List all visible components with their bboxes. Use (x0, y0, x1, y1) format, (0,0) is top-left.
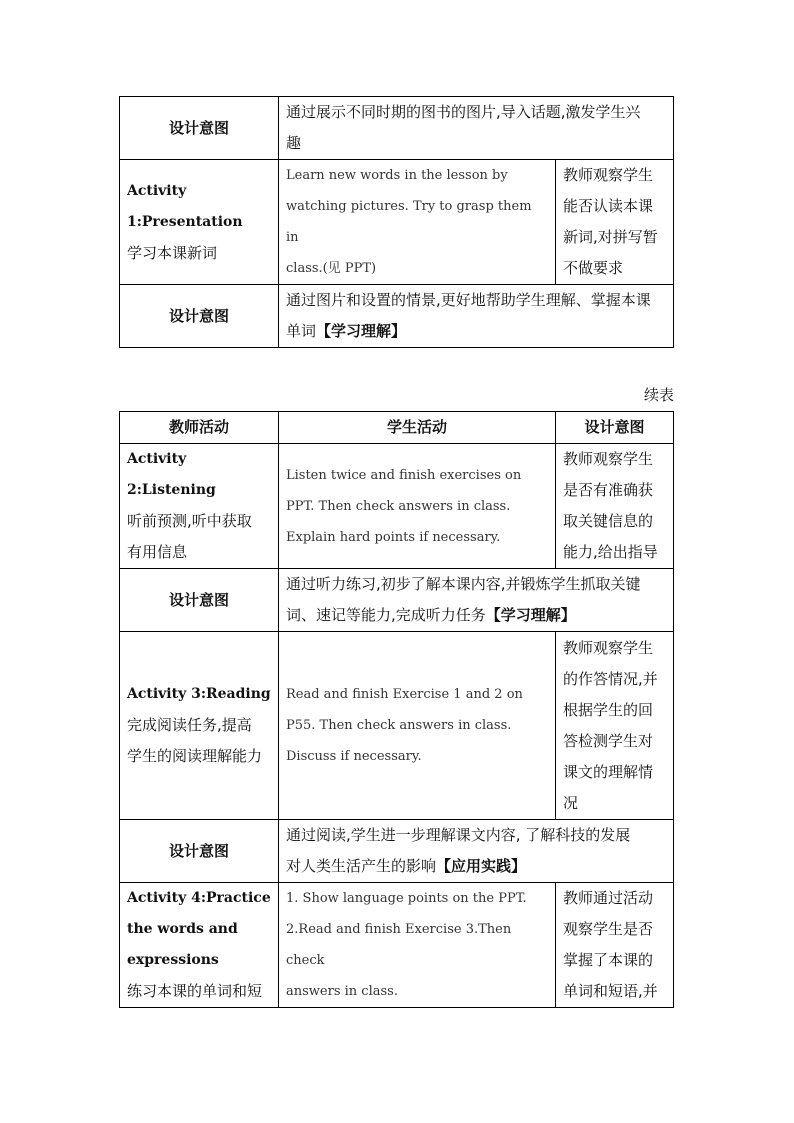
competency-tag: 【学习理解】 (485, 606, 576, 624)
activity-desc: 学习本课新词 (127, 243, 218, 262)
design-intent-text: 通过听力练习,初步了解本课内容,并锻炼学生抓取关键 词、速记等能力,完成听力任务【学习理解】 (279, 569, 674, 632)
design-intent-text: 通过阅读,学生进一步理解课文内容, 了解科技的发展 对人类生活产生的影响【应用实践】 (279, 820, 674, 883)
lesson-table-part1 (119, 96, 674, 348)
evaluation-cell: 教师通过活动 观察学生是否 掌握了本课的 单词和短语,并 (556, 883, 674, 1008)
activity-title: Activity 2:Listening (127, 451, 216, 498)
header-student-activity: 学生活动 (279, 412, 556, 444)
competency-tag: 【应用实践】 (436, 857, 527, 875)
design-intent-label: 设计意图 (120, 569, 279, 632)
student-activity-cell: 1. Show language points on the PPT. 2.Read and finish Exercise 3.Then check answers in class. (279, 883, 556, 1008)
design-intent-text: 通过图片和设置的情景,更好地帮助学生理解、掌握本课 单词【学习理解】 (279, 285, 674, 348)
design-intent-label: 设计意图 (120, 285, 279, 348)
lesson-table-part2 (119, 411, 674, 1008)
header-teacher-activity: 教师活动 (120, 412, 279, 444)
design-intent-text: 通过展示不同时期的图书的图片,导入话题,激发学生兴 趣 (279, 97, 674, 160)
evaluation-cell: 教师观察学生 是否有准确获 取关键信息的 能力,给出指导 (556, 444, 674, 569)
teacher-activity-cell: Activity 4:Practice the words and expressions 练习本课的单词和短 (120, 883, 279, 1008)
activity-title: Activity 4:Practice (127, 890, 271, 906)
header-design-intent: 设计意图 (556, 412, 674, 444)
design-intent-label: 设计意图 (120, 820, 279, 883)
activity-title: Activity 3:Reading (127, 686, 271, 702)
teacher-activity-cell: Activity 3:Reading 完成阅读任务,提高 学生的阅读理解能力 (120, 632, 279, 820)
student-activity-cell: Listen twice and finish exercises on PPT. Then check answers in class. Explain hard points if necessary. (279, 444, 556, 569)
activity-title: Activity (127, 182, 187, 199)
design-intent-label: 设计意图 (120, 97, 279, 160)
evaluation-cell: 教师观察学生 能否认读本课 新词,对拼写暂 不做要求 (556, 160, 674, 285)
competency-tag: 【学习理解】 (316, 322, 407, 340)
student-activity-cell: Read and finish Exercise 1 and 2 on P55. Then check answers in class. Discuss if necessary. (279, 632, 556, 820)
teacher-activity-cell (120, 160, 279, 285)
student-activity-cell: Learn new words in the lesson by watching pictures. Try to grasp them in class.(见 PPT) (279, 160, 556, 285)
teacher-activity-cell: Activity 2:Listening 听前预测,听中获取 有用信息 (120, 444, 279, 569)
activity-title: 1:Presentation (127, 213, 243, 230)
activity-title: the words and (127, 921, 238, 937)
activity-title: expressions (127, 952, 219, 968)
evaluation-cell: 教师观察学生 的作答情况,并 根据学生的回 答检测学生对 课文的理解情 况 (556, 632, 674, 820)
continuation-label: 续表 (643, 386, 674, 404)
